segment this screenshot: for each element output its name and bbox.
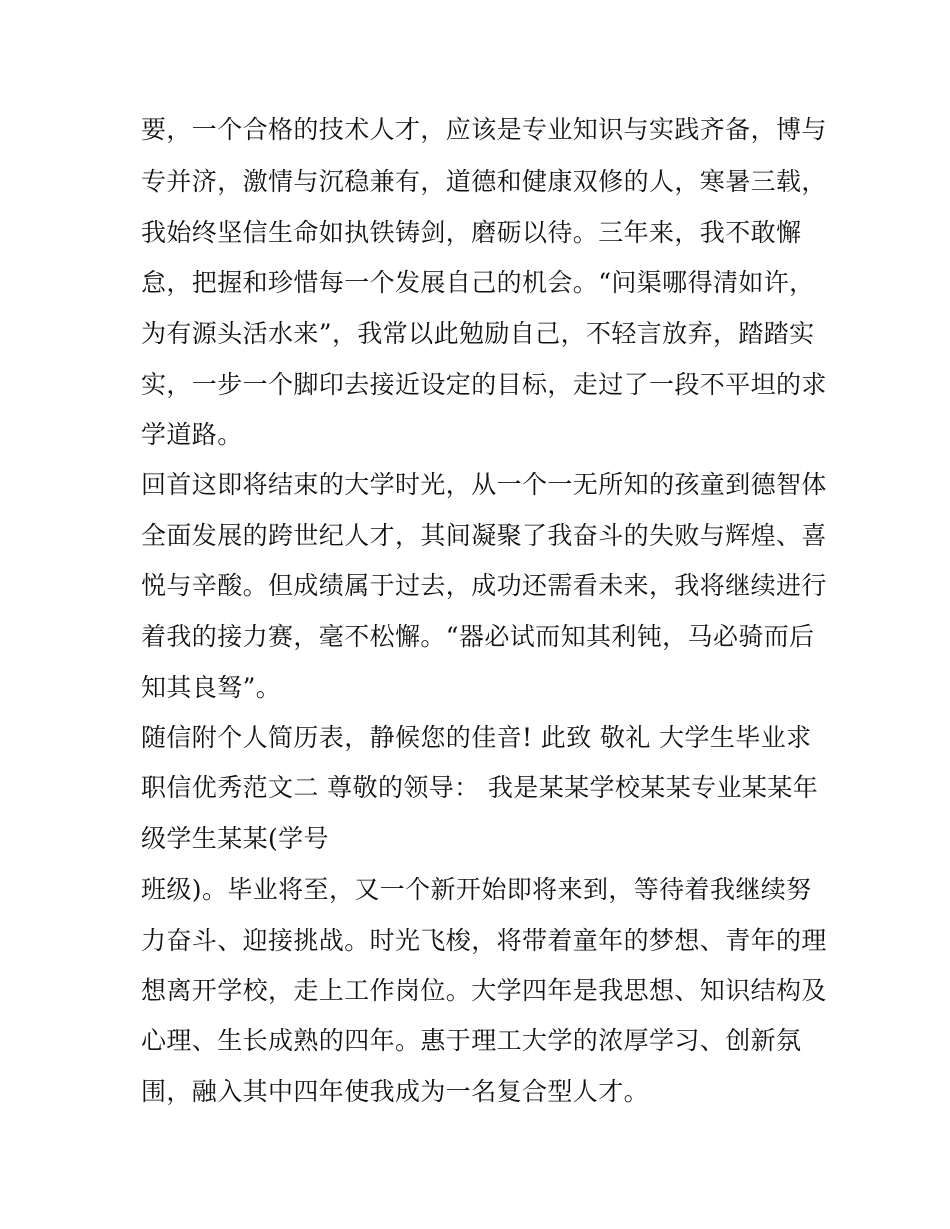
text-line: 怠，把握和珍惜每一个发展自己的机会。“问渠哪得清如许，	[141, 268, 815, 297]
text-line: 心理、生长成熟的四年。惠于理工大学的浓厚学习、创新氛	[141, 1026, 802, 1055]
text-line: 为有源头活水来”，我常以此勉励自己，不轻言放弃，踏踏实	[141, 319, 815, 348]
text-line: 力奋斗、迎接挑战。时光飞梭，将带着童年的梦想、青年的理	[141, 926, 827, 955]
text-line: 职信优秀范文二 尊敬的领导： 我是某某学校某某专业某某年	[141, 773, 819, 802]
text-line: 学道路。	[141, 420, 243, 449]
text-line: 要，一个合格的技术人才，应该是专业知识与实践齐备，博与	[141, 115, 827, 144]
text-line: 班级)。毕业将至，又一个新开始即将来到，等待着我继续努	[141, 875, 812, 904]
text-line: 实，一步一个脚印去接近设定的目标，走过了一段不平坦的求	[141, 370, 827, 399]
text-line: 专并济，激情与沉稳兼有，道德和健康双修的人，寒暑三载，	[141, 167, 827, 196]
text-line: 着我的接力赛，毫不松懈。“器必试而知其利钝，马必骑而后	[141, 622, 815, 651]
text-line: 随信附个人简历表，静候您的佳音! 此致 敬礼 大学生毕业求	[141, 723, 812, 752]
text-line: 想离开学校，走上工作岗位。大学四年是我思想、知识结构及	[141, 976, 827, 1005]
text-line: 悦与辛酸。但成绩属于过去，成功还需看未来，我将继续进行	[141, 571, 827, 600]
text-line: 级学生某某(学号	[141, 824, 329, 853]
text-line: 回首这即将结束的大学时光，从一个一无所知的孩童到德智体	[141, 470, 827, 499]
text-line: 知其良驽”。	[141, 673, 282, 702]
text-line: 全面发展的跨世纪人才，其间凝聚了我奋斗的失败与辉煌、喜	[141, 521, 827, 550]
text-line: 围，融入其中四年使我成为一名复合型人才。	[141, 1077, 650, 1106]
text-line: 我始终坚信生命如执铁铸剑，磨砺以待。三年来，我不敢懈	[141, 218, 802, 247]
